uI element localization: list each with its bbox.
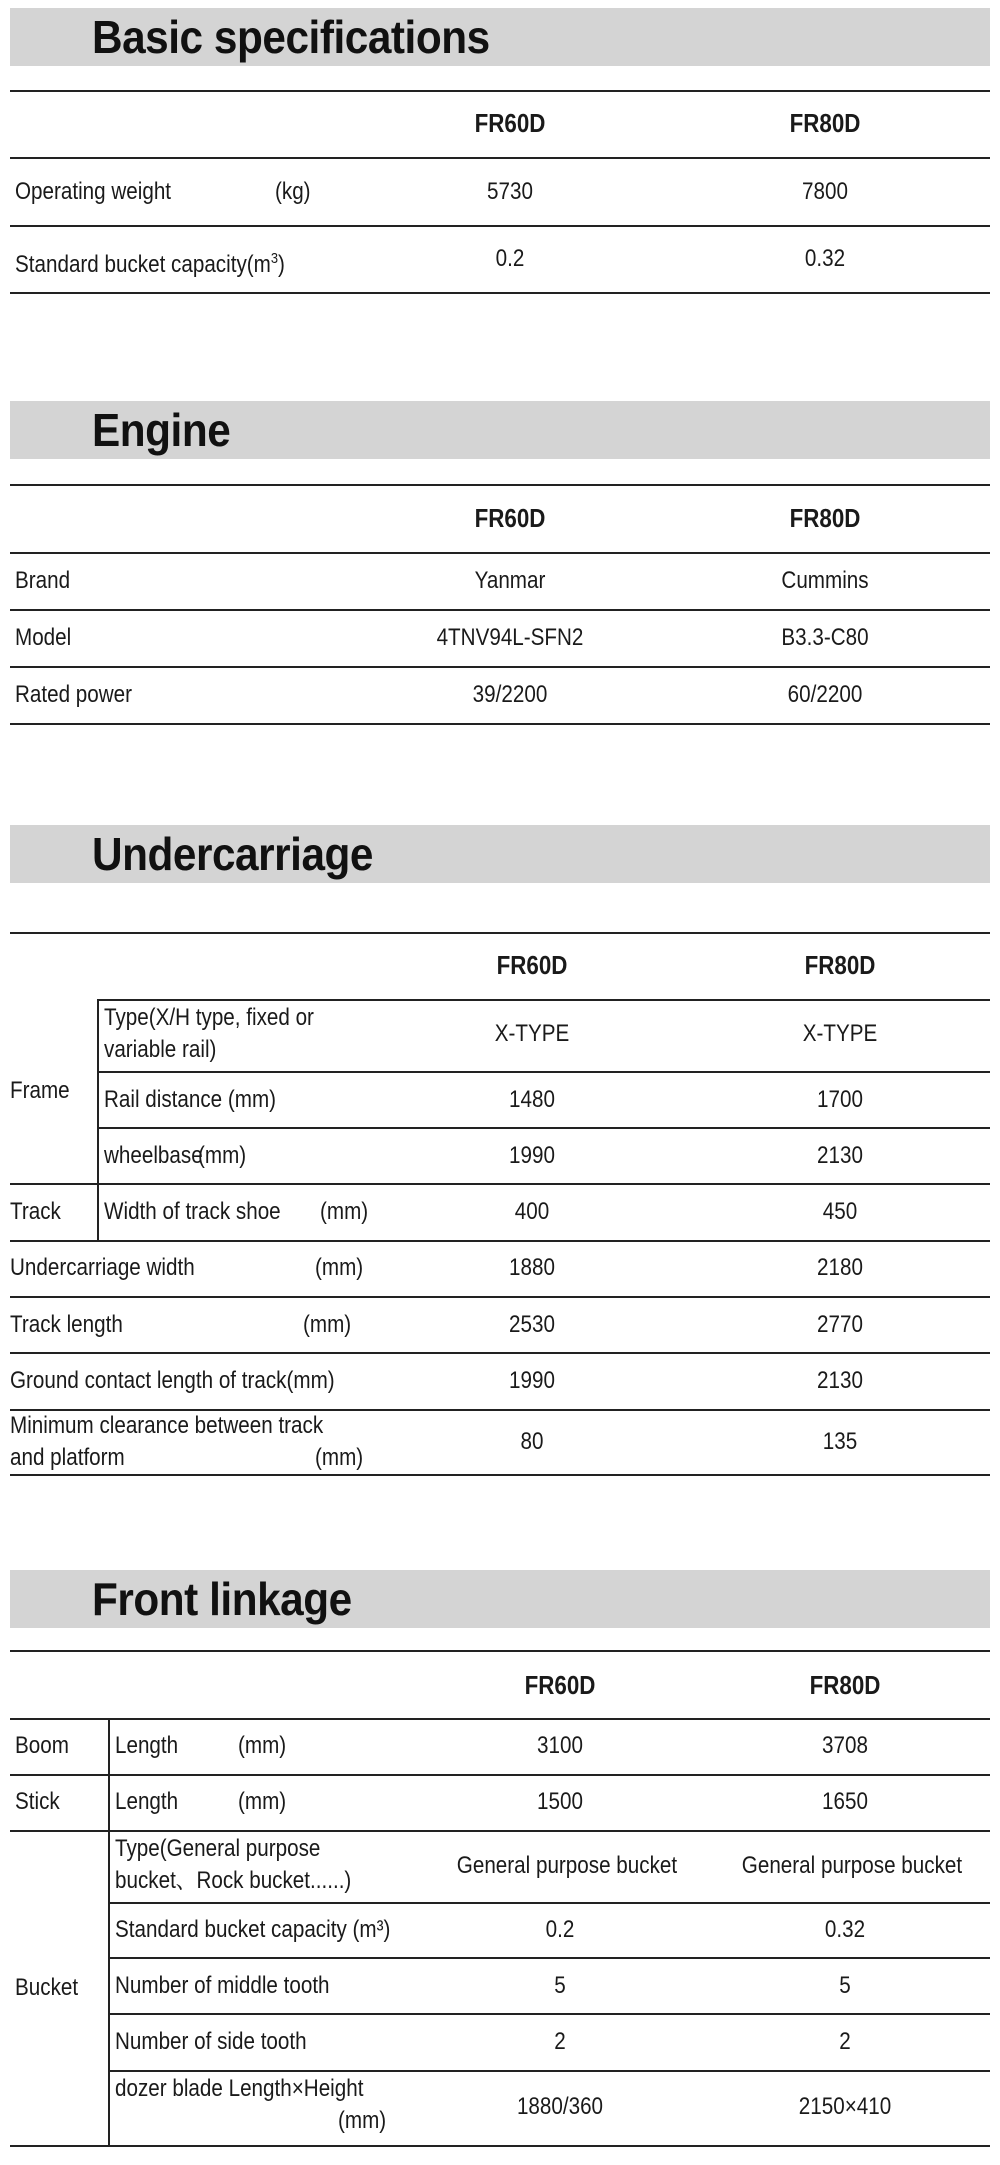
basic-row-label: Standard bucket $capacity(m^3)$ [15,250,285,278]
front-row-fr80d: General purpose bucket [741,1852,963,1879]
undercarriage-row-fr60d: 400 [514,1198,550,1225]
front-row-fr60d: 1880/360 [516,2093,604,2120]
divider [108,1718,110,1775]
divider [10,723,990,725]
divider [108,1830,110,2146]
basic-header-fr60d: FR60D [474,108,546,138]
front-row-fr60d: 2 [554,2028,566,2055]
divider [10,90,990,92]
basic-row-fr80d: 7800 [802,178,848,205]
undercarriage-row-fr60d: 1990 [509,1142,555,1169]
undercarriage-header-fr60d: FR60D [496,950,568,980]
front-row-label: bucket、Rock bucket......) [115,1867,352,1894]
front-header-fr60d: FR60D [524,1670,596,1700]
divider [108,1774,110,1831]
engine-row-fr60d: 4TNV94L-SFN2 [436,624,584,651]
undercarriage-row-label: Undercarriage width [10,1254,195,1281]
front-row-fr80d: 2 [839,2028,851,2055]
divider [10,157,990,159]
front-row-fr60d: 5 [554,1972,566,1999]
undercarriage-row-label: Width of track shoe [104,1198,281,1225]
undercarriage-row-unit: (mm) [198,1142,247,1169]
undercarriage-row-fr60d: 80 [520,1428,544,1455]
divider [10,932,990,934]
track-group-label: Track [10,1198,61,1225]
front-row-fr60d: 3100 [537,1732,583,1759]
engine-header-fr80d: FR80D [789,503,861,533]
divider [108,2070,990,2072]
frame-group-label: Frame [10,1077,70,1104]
front-row-unit: (mm) [338,2107,387,2134]
divider [98,999,990,1001]
front-row-unit: (mm) [238,1788,287,1815]
divider [10,609,990,611]
undercarriage-row-label: and platform [10,1444,125,1471]
basic-row-unit: (kg) [275,178,311,205]
undercarriage-row-label: Type(X/H type, fixed or [104,1004,314,1031]
front-row-label: Standard bucket capacity (m³) [115,1916,391,1943]
undercarriage-row-fr60d: 2530 [509,1311,555,1338]
undercarriage-row-fr60d: X-TYPE [494,1020,570,1047]
undercarriage-row-fr80d: 135 [822,1428,858,1455]
divider [10,1718,990,1720]
basic-specs-band [10,8,990,66]
divider [97,1183,99,1241]
undercarriage-row-fr80d: 1700 [817,1086,863,1113]
basic-row-label: Operating weight [15,178,172,205]
front-linkage-band [10,1570,990,1628]
front-row-label: dozer blade Length×Height [115,2075,364,2102]
divider [98,1071,990,1073]
bucket-group-label: Bucket [15,1974,79,2001]
basic-row-fr60d: 0.2 [495,245,525,272]
divider [10,1474,990,1476]
divider [10,484,990,486]
basic-specs-title: Basic specifications [92,11,490,63]
engine-row-label: Rated power [15,681,133,708]
divider [10,1240,990,1242]
engine-row-label: Model [15,624,72,651]
divider [10,666,990,668]
undercarriage-row-label: Rail distance (mm) [104,1086,277,1113]
undercarriage-row-fr60d: 1480 [509,1086,555,1113]
divider [10,1830,990,1832]
front-row-label: Length [115,1732,179,1759]
undercarriage-row-unit: (mm) [315,1444,364,1471]
divider [108,1902,990,1904]
front-row-fr60d: General purpose bucket [456,1852,678,1879]
front-row-fr60d: 0.2 [545,1916,575,1943]
stick-group-label: Stick [15,1788,60,1815]
front-row-fr60d: 1500 [537,1788,583,1815]
basic-header-fr80d: FR80D [789,108,861,138]
divider [10,2145,990,2147]
undercarriage-row-fr80d: 2770 [817,1311,863,1338]
front-header-fr80d: FR80D [809,1670,881,1700]
divider [98,1127,990,1129]
front-row-fr80d: 5 [839,1972,851,1999]
undercarriage-row-label: wheelbase [104,1142,203,1169]
divider [10,1352,990,1354]
engine-row-fr80d: Cummins [781,567,869,594]
undercarriage-row-fr60d: 1880 [509,1254,555,1281]
divider [10,1296,990,1298]
undercarriage-row-label: variable rail) [104,1036,217,1063]
front-row-label: Number of side tooth [115,2028,307,2055]
engine-row-label: Brand [15,567,71,594]
boom-group-label: Boom [15,1732,69,1759]
engine-row-fr80d: 60/2200 [787,681,863,708]
divider [10,552,990,554]
front-row-fr80d: 2150×410 [798,2093,892,2120]
divider [10,1183,990,1185]
undercarriage-header-fr80d: FR80D [804,950,876,980]
divider [10,1774,990,1776]
engine-header-fr60d: FR60D [474,503,546,533]
front-linkage-title: Front linkage [92,1573,352,1625]
divider [10,292,990,294]
undercarriage-row-label: Track length [10,1311,123,1338]
engine-title: Engine [92,404,231,456]
divider [10,1650,990,1652]
undercarriage-row-fr80d: 2130 [817,1367,863,1394]
basic-row-fr80d: 0.32 [804,245,846,272]
front-row-fr80d: 1650 [822,1788,868,1815]
front-row-unit: (mm) [238,1732,287,1759]
divider [10,225,990,227]
undercarriage-title: Undercarriage [92,828,373,880]
front-row-label: Type(General purpose [115,1835,321,1862]
undercarriage-row-fr60d: 1990 [509,1367,555,1394]
front-row-label: Number of middle tooth [115,1972,330,1999]
divider [108,2013,990,2015]
undercarriage-row-fr80d: 2130 [817,1142,863,1169]
undercarriage-row-unit: (mm) [320,1198,369,1225]
undercarriage-row-unit: (mm) [315,1254,364,1281]
basic-row-fr60d: 5730 [487,178,533,205]
engine-row-fr60d: 39/2200 [472,681,548,708]
undercarriage-row-fr80d: 450 [822,1198,858,1225]
engine-band [10,401,990,459]
front-row-label: Length [115,1788,179,1815]
engine-row-fr80d: B3.3-C80 [781,624,869,651]
front-row-fr80d: 3708 [822,1732,868,1759]
undercarriage-row-unit: (mm) [303,1311,352,1338]
divider [108,1957,990,1959]
undercarriage-band [10,825,990,883]
divider [97,999,99,1184]
undercarriage-row-fr80d: 2180 [817,1254,863,1281]
undercarriage-row-label: Minimum clearance between track [10,1412,324,1439]
engine-row-fr60d: Yanmar [474,567,546,594]
undercarriage-row-label: Ground contact length of track(mm) [10,1367,335,1394]
front-row-fr80d: 0.32 [824,1916,866,1943]
undercarriage-row-fr80d: X-TYPE [802,1020,878,1047]
